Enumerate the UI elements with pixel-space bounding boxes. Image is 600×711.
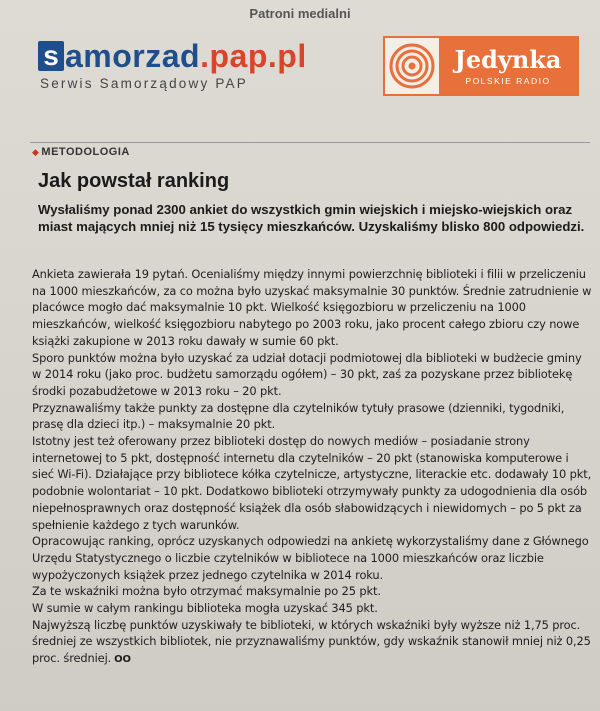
radio-waves-icon	[385, 38, 439, 94]
paragraph: W sumie w całym rankingu biblioteka mogła uzyskać 345 pkt.	[32, 601, 378, 616]
diamond-icon: ◆	[32, 147, 40, 157]
article-title: Jak powstał ranking	[38, 170, 230, 192]
paragraph: Opracowując ranking, oprócz uzyskanych odpowiedzi na ankietę wykorzystaliśmy dane z Głównego Urzędu Statystycznego o liczbie czytelników w bibliotece na 1000 mieszkańców oraz liczbie wypożyczonych książek przez jednego czytelnika w 2014 roku.	[32, 534, 589, 582]
paragraph: Sporo punktów można było uzyskać za udział dotacji podmiotowej dla biblioteki w budżecie gminy w 2014 roku (jako proc. budżetu samorządu ogółem) – 30 pkt, zaś za pozyskane przez bibliotekę środki pozabudżetowe w 2013 roku – 20 pkt.	[32, 350, 582, 398]
paragraph: Za te wskaźniki można było otrzymać maksymalnie po 25 pkt.	[32, 584, 381, 599]
paragraph-last-text: Najwyższą liczbę punktów uzyskiwały te biblioteki, w których wskaźniki były wyższe niż 1,75 proc. średniej ze wszystkich bibliotek, nie przyznawaliśmy punktów, gdy wskaźnik stanowił mniej niż 0,25 proc. średniej.	[32, 617, 591, 666]
section-label-text: METODOLOGIA	[41, 146, 130, 158]
patrons-heading: Patroni medialni	[249, 6, 351, 21]
paragraph: Ankieta zawierała 19 pytań. Ocenialiśmy między innymi powierzchnię biblioteki i filii w przeliczeniu na 1000 mieszkańców, za co można było uzyskać maksymalnie 30 punktów. Średnie zatrudnienie w placówce mogło dać maksymalnie 10 pkt. Wielkość księgozbioru w przeliczeniu na 1000 mieszkańców, wielkość księgozbioru nabytego po 2003 roku, jako procent całego zbioru czy nowe książki zakupione w 2013 roku dawały w sumie 60 pkt.	[32, 267, 592, 348]
samorzad-logo-wordmark	[38, 38, 338, 74]
article-lead: Wysłaliśmy ponad 2300 ankiet do wszystkich gmin wiejskich i miejsko-wiejskich oraz miast mających mniej niż 15 tysięcy mieszkańców. Uzyskaliśmy blisko 800 odpowiedzi.	[38, 202, 585, 234]
jedynka-subtitle: POLSKIE RADIO	[465, 76, 551, 86]
samorzad-logo	[38, 38, 338, 98]
section-divider	[30, 142, 590, 143]
samorzad-subtitle: Serwis Samorządowy PAP	[40, 76, 248, 91]
samorzad-name: amorzad	[65, 38, 201, 74]
paragraph: Przyznawaliśmy także punkty za dostępne dla czytelników tytuły prasowe (dzienniki, tygodniki, prasę dla dzieci itp.) – maksymalnie 20 pkt.	[32, 400, 565, 432]
jedynka-logo	[383, 36, 579, 96]
author-signature: OO	[114, 654, 131, 666]
paragraph-last	[32, 617, 592, 669]
samorzad-s-badge: s	[38, 41, 64, 71]
jedynka-wordmark	[439, 38, 577, 94]
paragraph: Istotny jest też oferowany przez biblioteki dostęp do nowych mediów – posiadanie strony internetowej to 5 pkt, dostępność internetu dla czytelników – 20 pkt (stanowiska komputerowe i sieć Wi-Fi). Działające przy bibliotece kółka czytelnicze, artystyczne, literackie etc. dodawały 10 pkt, podobnie wolontariat – 10 pkt. Dodatkowo biblioteki otrzymywały punkty za udogodnienia dla osób niepełnosprawnych oraz dostępność książek dla osób słabowidzących i niewidomych – po 5 pkt za spełnienie każdego z tych warunków.	[32, 434, 592, 532]
jedynka-name: Jedynka	[454, 45, 562, 74]
samorzad-domain: .pap.pl	[200, 38, 307, 74]
section-label	[32, 146, 130, 158]
article-body	[32, 266, 592, 669]
